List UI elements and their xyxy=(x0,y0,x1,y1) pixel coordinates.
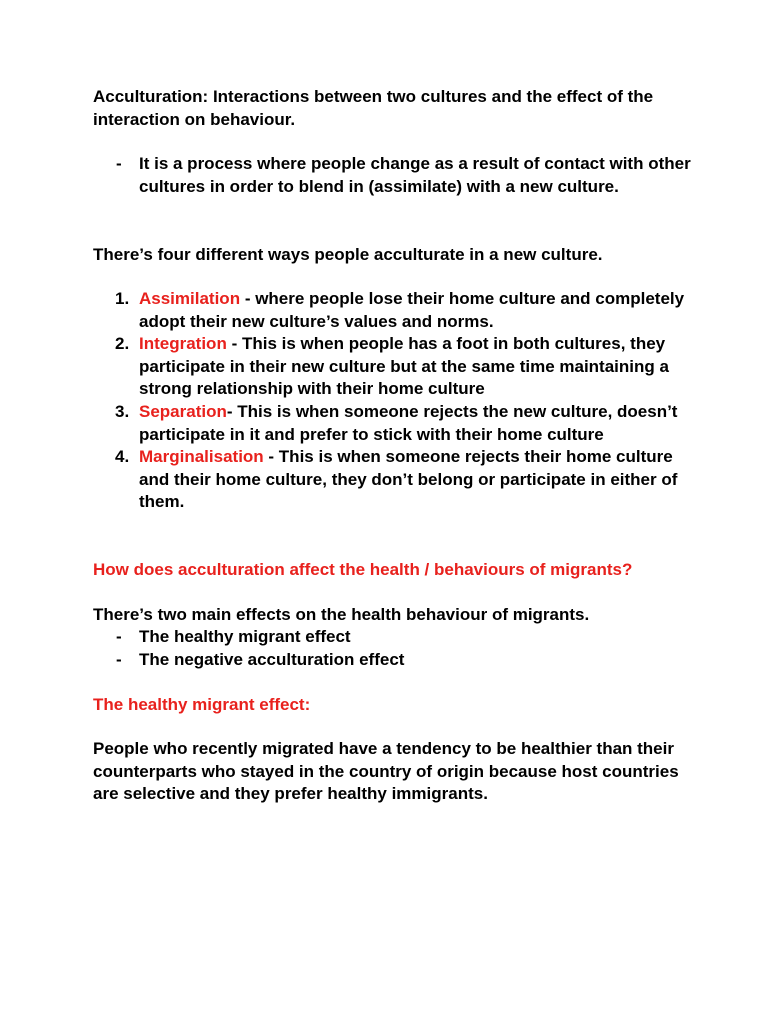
healthy-migrant-heading: The healthy migrant effect: xyxy=(93,695,311,714)
question-heading: How does acculturation affect the health / behaviours of migrants? xyxy=(93,560,633,579)
list-number: 1. xyxy=(115,289,130,308)
list-item xyxy=(93,626,693,649)
ways-intro-paragraph: There’s four different ways people acculturate in a new culture. xyxy=(93,245,603,264)
list-number: 2. xyxy=(115,334,130,354)
list-item xyxy=(93,401,693,446)
term-assimilation: Assimilation xyxy=(139,289,241,308)
effects-intro-paragraph: There’s two main effects on the health behaviour of migrants. xyxy=(93,605,590,624)
term-description: - This is when someone rejects the new culture, doesn’t participate in it and prefer to stick with their home culture xyxy=(139,401,678,444)
term-description: - This is when someone rejects their home culture and their home culture, they don’t belong or participate in either of them. xyxy=(139,447,678,512)
term-integration: Integration xyxy=(139,334,227,354)
term-description: - where people lose their home culture and completely adopt their new culture’s values and norms. xyxy=(139,289,685,331)
bullet-marker: - xyxy=(116,627,122,646)
bullet-text: The negative acculturation effect xyxy=(139,649,405,669)
bullet-marker: - xyxy=(116,154,122,173)
term-description: - This is when people has a foot in both cultures, they participate in their new culture but at the same time maintaining a strong relationship with their home culture xyxy=(139,334,669,399)
intro-paragraph: Acculturation: Interactions between two cultures and the effect of the interaction on behaviour. xyxy=(93,87,654,129)
effects-bullet-list xyxy=(93,626,693,671)
list-number: 4. xyxy=(115,447,130,467)
bullet-text: The healthy migrant effect xyxy=(139,627,351,646)
term-separation: Separation xyxy=(139,401,227,421)
intro-bullet-list xyxy=(93,153,693,198)
list-number: 3. xyxy=(115,401,130,421)
list-item xyxy=(93,288,693,333)
bullet-marker: - xyxy=(116,649,122,669)
list-item xyxy=(93,153,693,198)
term-marginalisation: Marginalisation xyxy=(139,447,264,467)
bullet-text: It is a process where people change as a result of contact with other cultures in order to blend in (assimilate) with a new culture. xyxy=(139,154,691,196)
healthy-migrant-paragraph: People who recently migrated have a tendency to be healthier than their counterparts who stayed in the country of origin because host countries are selective and they prefer healthy immigrants. xyxy=(93,739,679,804)
list-item xyxy=(93,446,693,514)
acculturation-types-list xyxy=(93,288,693,514)
list-item xyxy=(93,333,693,401)
list-item xyxy=(93,649,693,672)
